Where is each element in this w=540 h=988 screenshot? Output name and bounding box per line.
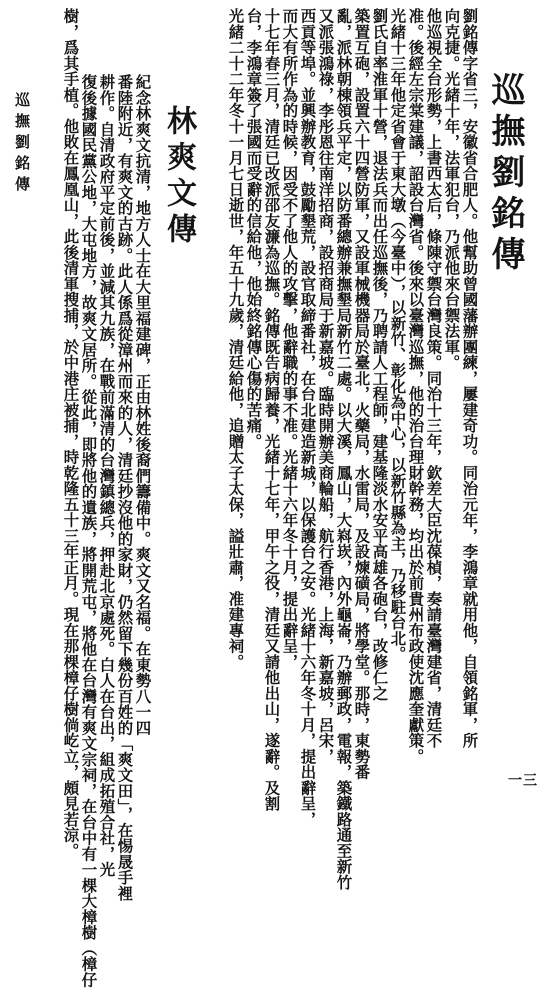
body-column: 築置互砲，設置六十四營防軍，又設軍械機器局於臺北，火藥局，水雷局，及設煉磺局，將學堂。那時，東勢番: [352, 8, 371, 780]
body-column: 光緒十三年他定省會于東大墩（今臺中），以新竹、彰化為中心，以新竹縣為主，乃移駐台北。: [388, 8, 407, 662]
page-number: 一三: [508, 773, 538, 789]
body-column: 他巡視全台形勢，上書西太后，條陳守禦台灣良策。同治十三年，欽差大臣沈葆楨，奏請臺灣建省，清廷不: [424, 8, 443, 749]
body-column: 復後據國民黨公地，大屯地方，故爽文居所。從此，即將他的遺族，將開荒屯，將他在台灣有爽文宗祠，在台中有一棵大樟樹（樟仔: [79, 74, 98, 988]
body-column: 劉銘傳字省三，安徽省合肥人。他幫助曾國藩辦團練，屢建奇功。同治元年，李鴻章就用他，自領銘軍，所: [460, 8, 479, 749]
running-head: 巡撫劉銘傳: [13, 92, 31, 197]
body-column: 台，李鴻章簽了張國而受辭的信給他，他始終銘傳心傷的苦痛。: [244, 8, 263, 449]
section-title-lin-shuangwen: 林爽文傳: [161, 105, 196, 249]
body-column: 准。後經左宗棠建議，詔設台灣省。後來以臺灣巡撫，他的治台理財幹務，均出於前貴州布政使沈應奎獻策。: [406, 8, 425, 764]
body-column: 番陸附近，有爽文的古跡。此人係爲從漳州而來的人，清廷抄沒他的家財，仍然留下幾份百姓的「爽文田」，在惕晟手裡: [115, 74, 134, 902]
body-column: 劉氏自率淮軍十營，退法兵而出任巡撫後，乃聘請人工程師，建基隆淡水安平高雄各砲台，改修仁之: [370, 8, 389, 701]
body-column: 西貢等埠。並興辦教育，鼓勵墾荒，設官取締番社，在台北建造新城，以保護台之安。光緒十六年冬十月，提出辭呈，: [298, 8, 317, 827]
body-column: 光緒二十二年冬十一月七日逝世，年五十九歲，清廷給他，追贈太子太保，謚壯肅，准建專祠。: [226, 8, 245, 670]
body-column: 耕作。自清政府平定前後，並減其九族，在戰前滿清的台灣鎮總兵，押赴北京處死。白人在台出，組成拓殖合社，光: [97, 74, 116, 878]
body-column: 而大有所作為的時候，因受不了他人的攻擊，他辭職的事不准。光緒十六年冬十月，提出辭呈，: [280, 8, 299, 670]
body-column: 紀念林爽文抗清，地方人士在大里福建碑，正由林姓後裔們籌備中。爽文又名福。在東勢八一四: [133, 74, 152, 736]
body-column: 樹，爲其手植。他敗在鳳凰山，此後清軍搜捕，於中港庄被捕，時乾隆五十三年正月。現在那棵樟仔樹倘屹立，頗見若涼。: [61, 8, 80, 859]
body-column: 又派張鴻祿，李彤恩往南洋招商，設招商局于新嘉坡。臨時開辦美商輪船，航行香港，上海，新嘉坡，呂宋，: [316, 8, 335, 764]
body-column: 向克捷。光緒十年，法軍犯台，乃派他來台禦法軍。: [442, 8, 461, 371]
body-column: 十七年春三月，清廷已改派邵友濂為巡撫。銘傳既告病歸養，光緒十七年，甲午之役，清廷又請他出山，遂辭。及割: [262, 8, 281, 812]
section-title-liu-mingchuan: 巡撫劉銘傳: [485, 72, 525, 277]
body-column: 亂，派林朝棟領兵平定，以防番總辦兼撫墾局新竹二處。以大溪，鳳山，大嵙崁，內外龜崙，乃辦郵政，電報，築鐵路通至新竹: [334, 8, 353, 890]
